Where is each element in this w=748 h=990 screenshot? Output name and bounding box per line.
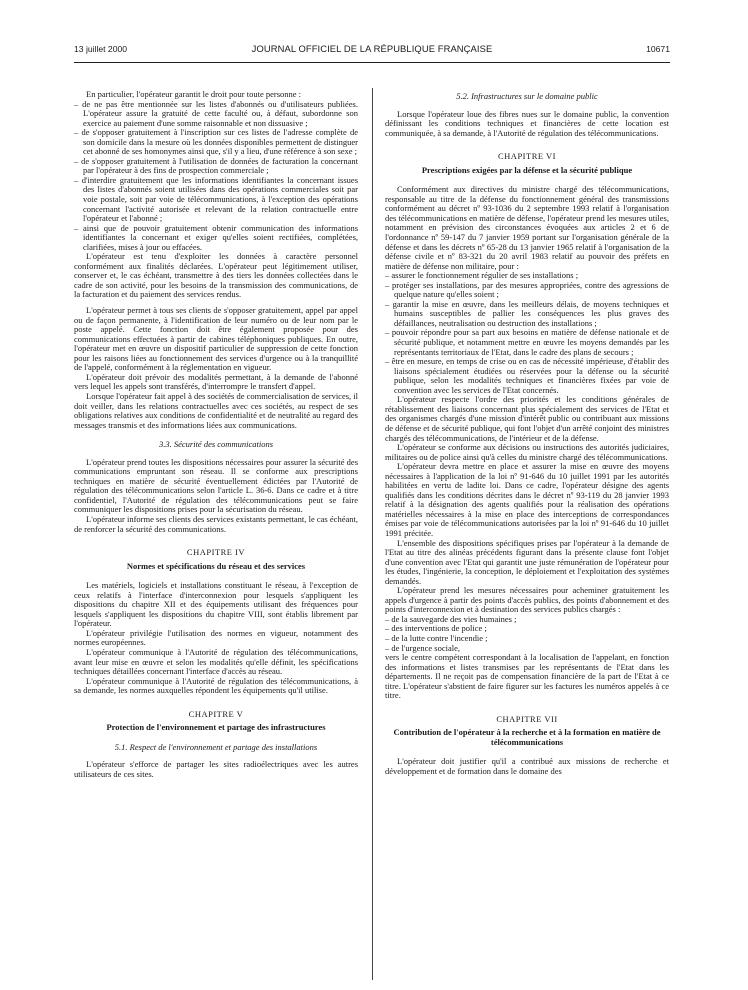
paragraph: L'opérateur doit justifier qu'il a contribué aux missions de recherche et développement et de formation dans le domaine des	[385, 756, 669, 776]
defense-measures-list	[385, 271, 669, 395]
paragraph: L'opérateur respecte l'ordre des priorités et les conditions générales de rétablissement des liaisons concernant plus spécialement des services de l'Etat et des organismes chargés d'une mission d'intérêt public ou contribuant aux missions de défense et de sécurité publique, qui font l'objet d'un arrêté conjoint des ministres chargés des télécommunications, de l'intérieur et de la défense.	[385, 394, 669, 443]
chapter-heading: CHAPITRE IV	[186, 547, 246, 558]
paragraph: L'opérateur est tenu d'exploiter les données à caractère personnel conformément aux finalités déclarées. L'opérateur peut légitimement utiliser, conserver et, le cas échéant, transmettre à des tiers les données collectées dans le cadre de son activité, pour les besoins de la transmission des communications, de la facturation et du paiement des services rendus.	[74, 251, 358, 300]
paragraph: Lorsque l'opérateur loue des fibres nues sur le domaine public, la convention définissant les conditions techniques et financières de cette location est communiquée, à sa demande, à l'Autorité de régulation des télécommunications.	[385, 108, 669, 138]
list-item: – garantir la mise en œuvre, dans les meilleurs délais, de moyens techniques et humains susceptibles de pallier les conséquences les plus graves des défaillances, neutralisation ou destruction des installations ;	[385, 300, 669, 329]
rights-list	[74, 100, 358, 253]
paragraph: L'opérateur permet à tous ses clients de s'opposer gratuitement, appel par appel ou de façon permanente, à l'identification de leur numéro ou de leur nom par le poste appelé. Cette fonction doit être également proposée pour des communications effectuées à partir de cabines téléphoniques publiques. En outre, l'opérateur met en œuvre un dispositif particulier de suppression de cette fonction pour les raisons liées au fonctionnement des services d'urgence ou à la tranquillité de l'appelé, conformément à la réglementation en vigueur.	[74, 305, 358, 373]
right-column	[385, 90, 669, 777]
paragraph: L'opérateur se conforme aux décisions ou instructions des autorités judiciaires, militaires ou de police ainsi qu'à celles du ministre chargé des télécommunications.	[385, 442, 669, 462]
section-heading: 3.3. Sécurité des communications	[158, 439, 274, 450]
paragraph: L'ensemble des dispositions spécifiques prises par l'opérateur à la demande de l'Etat au titre des alinéas précédents figurant dans la présente clause font l'objet d'une convention avec l'Etat qui garantit une juste rémunération de l'opérateur pour les études, l'ingénierie, la conception, le déploiement et l'exploitation des systèmes demandés.	[385, 537, 669, 586]
paragraph: L'opérateur s'efforce de partager les sites radioélectriques avec les autres utilisateurs de ces sites.	[74, 759, 358, 779]
list-item: – d'interdire gratuitement que les informations identifiantes la concernant issues des listes d'abonnés soient utilisées dans des opérations commerciales soit par voie postale, soit par voie de télécommunications, à l'exception des opérations concernant l'activité autorisée et relevant de la relation contractuelle entre l'opérateur et l'abonné ;	[74, 176, 358, 224]
list-item: – assurer le fonctionnement régulier de ses installations ;	[385, 271, 669, 281]
paragraph: L'opérateur privilégie l'utilisation des normes en vigueur, notamment des normes européennes.	[74, 627, 358, 648]
emergency-services-list	[385, 615, 669, 653]
paragraph: L'opérateur informe ses clients des services existants permettant, le cas échéant, de renforcer la sécurité des communications.	[74, 513, 358, 534]
chapter-heading: CHAPITRE V	[188, 708, 244, 719]
list-item: – de l'urgence sociale,	[385, 644, 669, 654]
chapter-title: Protection de l'environnement et partage des infrastructures	[106, 722, 326, 733]
chapter-title: Prescriptions exigées par la défense et la sécurité publique	[421, 164, 633, 175]
section-heading: 5.2. Infrastructures sur le domaine public	[456, 91, 598, 101]
chapter-title: Normes et spécifications du réseau et des services	[126, 560, 306, 571]
section-heading: 5.1. Respect de l'environnement et partage des installations	[114, 741, 318, 752]
left-column	[74, 90, 358, 779]
paragraph: L'opérateur devra mettre en place et assurer la mise en œuvre des moyens nécessaires à l'application de la loi nº 91-646 du 10 juillet 1991 par les autorités habilitées en vertu de ladite loi. Dans ce cadre, l'opérateur désigne des agents qualifiés dans les conditions décrites dans le décret nº 93-119 du 28 janvier 1993 relatif à la désignation des agents qualifiés pour la réalisation des opérations matérielles nécessaires à la mise en place des interceptions de correspondances émises par voie de télécommunications autorisées par la loi nº 91-646 du 10 juillet 1991 précitée.	[385, 461, 669, 538]
header-journal-title: JOURNAL OFFICIEL DE LA RÉPUBLIQUE FRANÇAISE	[251, 43, 493, 54]
list-item: – protéger ses installations, par des mesures appropriées, contre des agressions de quelque nature qu'elles soient ;	[385, 281, 669, 300]
page-header	[74, 42, 670, 58]
paragraph: vers le centre compétent correspondant à la localisation de l'appelant, en fonction des informations et listes transmises par les représentants de l'Etat dans les départements. Il ne reçoit pas de compensation financière de la part de l'Etat à ce titre. L'opérateur s'abstient de faire figurer sur les factures les numéros appelés à ce titre.	[385, 652, 669, 701]
list-item: – de ne pas être mentionnée sur les listes d'abonnés ou d'utilisateurs publiées. L'opérateur assure la gratuité de cette faculté ou, à défaut, subordonne son exercice au paiement d'une somme raisonnable et non dissuasive ;	[74, 100, 358, 129]
paragraph: L'opérateur communique à l'Autorité de régulation des télécommunications, avant leur mise en œuvre et selon les modalités qu'elle définit, les spécifications techniques détaillées concernant l'interface d'accès au réseau.	[74, 646, 358, 677]
list-item: – des interventions de police ;	[385, 624, 669, 634]
paragraph: Conformément aux directives du ministre chargé des télécommunications, responsable au titre de la défense du fonctionnement général des transmissions conformément au décret nº 93-1036 du 2 septembre 1993 relatif à l'organisation des télécommunications en matière de défense, l'opérateur prend les mesures utiles, notamment en prévision des circonstances évoquées aux articles 2 et 6 de l'ordonnance nº 59-147 du 7 janvier 1959 portant sur l'organisation générale de la défense et dans les décrets nº 65-28 du 13 janvier 1965 relatif à l'organisation de la défense civile et nº 83-321 du 20 avril 1983 relatif au pouvoir des préfets en matière de défense non militaire, pour :	[385, 184, 669, 271]
paragraph: Les matériels, logiciels et installations constituant le réseau, à l'exception de ceux relatifs à l'interface d'interconnexion pour lesquels s'appliquent les dispositions du chapitre XII et des équipements utilisant des fréquences pour lesquels s'appliquent les dispositions du chapitre VIII, sont établis librement par l'opérateur.	[74, 580, 358, 629]
paragraph: L'opérateur communique à l'Autorité de régulation des télécommunications, à sa demande, les normes auxquelles répondent les équipements qu'il utilise.	[74, 675, 358, 696]
paragraph: L'opérateur prend les mesures nécessaires pour acheminer gratuitement les appels d'urgence à partir des points d'accès publics, des points d'abonnement et des points d'interconnexion et à destination des services publics chargés :	[385, 585, 669, 615]
list-item: – pouvoir répondre pour sa part aux besoins en matière de défense nationale et de sécurité publique, et notamment mettre en œuvre les moyens demandés par les représentants territoriaux de l'Etat, dans le cadre des plans de secours ;	[385, 328, 669, 357]
list-item: – ainsi que de pouvoir gratuitement obtenir communication des informations identifiantes la concernant et exiger qu'elles soient rectifiées, complétées, clarifiées, mises à jour ou effacées.	[74, 224, 358, 253]
column-divider	[372, 88, 373, 980]
header-page-number: 10671	[646, 44, 670, 54]
paragraph: L'opérateur prend toutes les dispositions nécessaires pour assurer la sécurité des communications empruntant son réseau. Il se conforme aux prescriptions techniques en matière de sécurité éventuellement édictées par l'Autorité de régulation des télécommunications selon l'article L. 36-6. Dans ce cadre et à titre confidentiel, l'Autorité de régulation des télécommunications peut se faire communiquer les dispositions prises pour la sécurisation du réseau.	[74, 456, 358, 515]
chapter-heading: CHAPITRE VI	[498, 151, 556, 162]
list-item: – de s'opposer gratuitement à l'utilisation de données de facturation la concernant par l'opérateur à des fins de prospection commerciale ;	[74, 157, 358, 176]
paragraph: En particulier, l'opérateur garantit le droit pour toute personne :	[86, 89, 302, 99]
list-item: – de la lutte contre l'incendie ;	[385, 634, 669, 644]
header-rule	[74, 62, 670, 63]
list-item: – de la sauvegarde des vies humaines ;	[385, 615, 669, 625]
chapter-title: Contribution de l'opérateur à la recherche et à la formation en matière de télécommunications	[393, 727, 661, 747]
paragraph: Lorsque l'opérateur fait appel à des sociétés de commercialisation de services, il doit veiller, dans les relations contractuelles avec ces sociétés, au respect de ses obligations relatives aux conditions de confidentialité et de neutralité au regard des messages transmis et des informations liées aux communications.	[74, 390, 359, 430]
chapter-heading: CHAPITRE VII	[496, 713, 558, 724]
header-date: 13 juillet 2000	[74, 44, 128, 54]
paragraph: L'opérateur doit prévoir des modalités permettant, à la demande de l'abonné vers lequel les appels sont transférés, d'interrompre le transfert d'appel.	[74, 371, 358, 392]
list-item: – être en mesure, en temps de crise ou en cas de nécessité impérieuse, d'établir des liaisons spécialement étudiées ou réservées pour la défense ou la sécurité publique, selon les modalités techniques et financières fixées par voie de convention avec les services de l'Etat concernés.	[385, 357, 669, 395]
list-item: – de s'opposer gratuitement à l'inscription sur ces listes de l'adresse complète de son domicile dans la mesure où les données disponibles permettent de distinguer cet abonné de ses homonymes ainsi que, s'il y a lieu, d'une référence à son sexe ;	[74, 128, 358, 157]
